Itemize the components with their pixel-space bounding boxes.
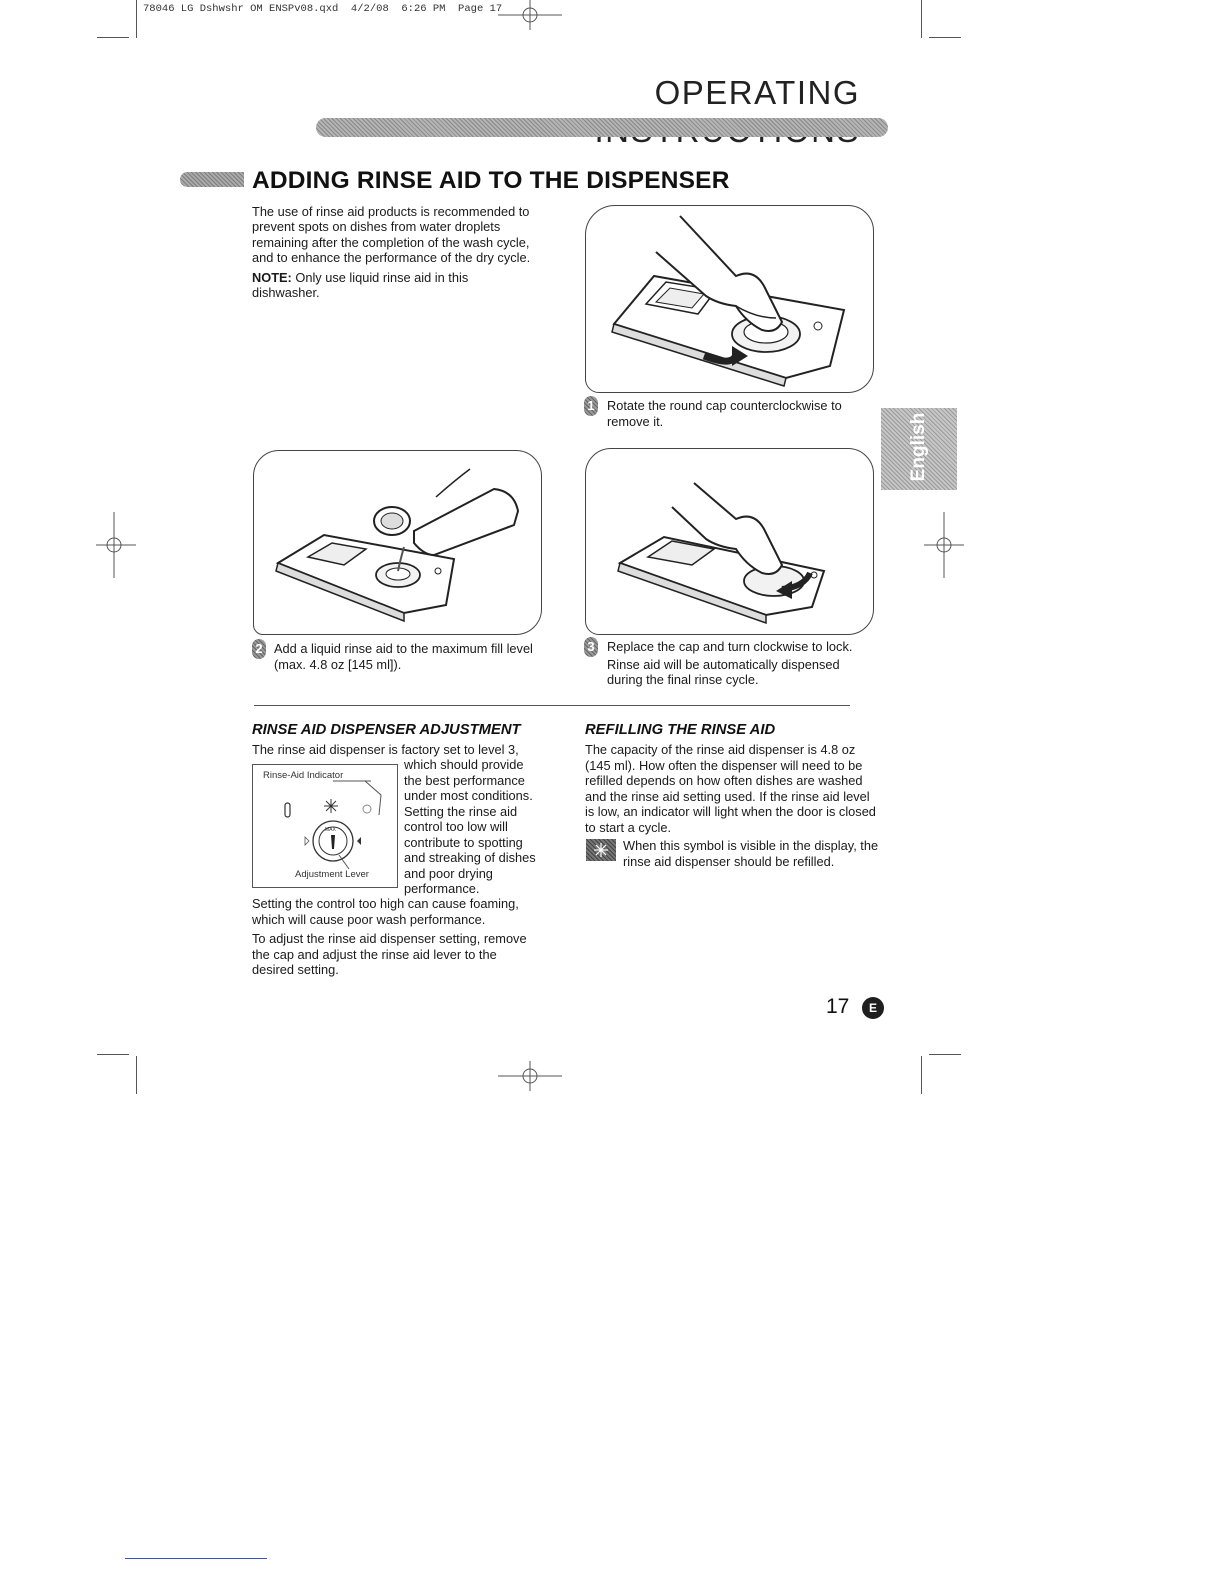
registration-mark-icon (498, 1061, 562, 1091)
registration-mark-icon (498, 0, 562, 30)
refilling-text: The capacity of the rinse aid dispenser is 4.8 oz (145 ml). How often the dispenser will need to be refilled depends on how often dishes are washed and the rinse aid setting used. If the rinse aid level is low, an indicator will light when the door is closed to start a cycle. (585, 742, 876, 835)
adjustment-title: RINSE AID DISPENSER ADJUSTMENT (252, 722, 521, 738)
dispenser-hand-rotate-icon (586, 206, 873, 392)
step-3-badge: 3 (584, 637, 598, 657)
crop-mark (136, 0, 137, 38)
step-2-illustration (253, 450, 542, 635)
crop-mark (929, 37, 961, 38)
registration-mark-icon (96, 512, 136, 578)
section-title: ADDING RINSE AID TO THE DISPENSER (252, 167, 730, 194)
file-slug: 78046 LG Dshwshr OM ENSPv08.qxd 4/2/08 6:26 PM Page 17 (143, 3, 503, 15)
refilling-title: REFILLING THE RINSE AID (585, 722, 776, 738)
adjustment-text (252, 896, 542, 982)
bottom-link-line (125, 1558, 267, 1559)
note-label: NOTE: (252, 269, 292, 285)
dispenser-pour-icon (254, 451, 541, 634)
dial-max-text: MAX (325, 827, 336, 833)
step-2-text: Add a liquid rinse aid to the maximum fill level (max. 4.8 oz [145 ml]). (274, 641, 533, 672)
registration-mark-icon (924, 512, 964, 578)
crop-mark (921, 1056, 922, 1094)
note-text: Only use liquid rinse aid in this dishwasher. (252, 269, 469, 301)
section-tab (180, 172, 244, 187)
step-3-line-1: Replace the cap and turn clockwise to lock. (607, 639, 853, 654)
rinse-aid-symbol-icon (586, 839, 616, 861)
step-1-badge: 1 (584, 396, 598, 416)
rinse-aid-indicator-label: Rinse-Aid Indicator (263, 770, 344, 781)
adjustment-paragraph-2: Setting the control too high can cause foaming, which will cause poor wash performance. (252, 896, 519, 927)
page-number: 17 (826, 995, 850, 1018)
crop-mark (929, 1054, 961, 1055)
adjustment-paragraph-3: To adjust the rinse aid dispenser setting, remove the cap and adjust the rinse aid lever to the desired setting. (252, 931, 527, 977)
step-3-text (607, 639, 877, 690)
page-header-title: OPERATING (654, 74, 860, 111)
adjustment-lever-label: Adjustment Lever (295, 869, 369, 880)
adjustment-wrap-text: which should provide the best performance under most conditions. Setting the rinse aid control too low will contribute to spotting and streaking of dishes and poor drying performance. (404, 757, 536, 896)
language-tab (881, 408, 957, 490)
section-intro (252, 204, 537, 304)
header-bar (316, 118, 888, 137)
step-3-line-2: Rinse aid will be automatically dispensed during the final rinse cycle. (607, 656, 840, 688)
crop-mark (97, 37, 129, 38)
refilling-symbol-text: When this symbol is visible in the display, the rinse aid dispenser should be refilled. (623, 838, 879, 869)
lg-logo-icon: E (862, 997, 884, 1019)
rinse-aid-diagram (252, 764, 398, 888)
crop-mark (921, 0, 922, 38)
dial-icon (253, 765, 397, 887)
adjustment-intro: The rinse aid dispenser is factory set to level 3, (252, 742, 519, 757)
crop-mark (136, 1056, 137, 1094)
step-1-illustration (585, 205, 874, 393)
divider (254, 705, 850, 706)
crop-mark (97, 1054, 129, 1055)
language-tab-label: English (908, 412, 929, 482)
step-3-illustration (585, 448, 874, 635)
step-2-badge: 2 (252, 639, 266, 659)
intro-paragraph: The use of rinse aid products is recommended to prevent spots on dishes from water droplets remaining after the completion of the wash cycle, and to enhance the performance of the dry cycle. (252, 204, 531, 266)
dispenser-hand-lock-icon (586, 449, 873, 634)
step-1-text: Rotate the round cap counterclockwise to remove it. (607, 398, 842, 429)
note-paragraph (252, 270, 537, 301)
